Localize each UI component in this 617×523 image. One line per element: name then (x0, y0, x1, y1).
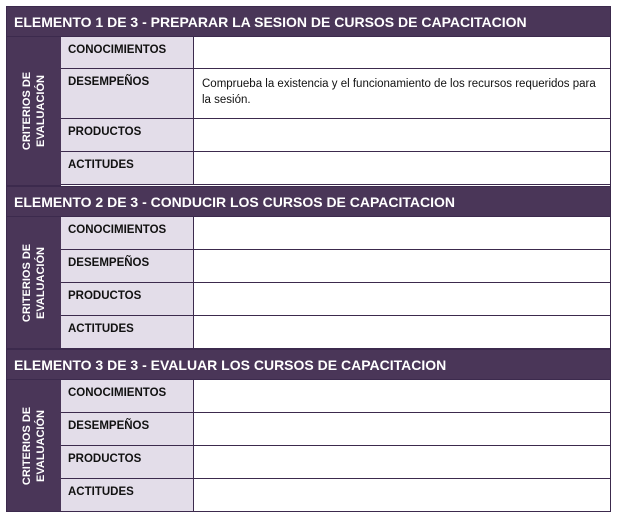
row-value (194, 479, 610, 511)
criteria-row-desempenos (61, 413, 610, 446)
row-value (194, 152, 610, 184)
criteria-row-desempenos (61, 69, 610, 119)
criteria-row-conocimientos (61, 217, 610, 250)
row-label: DESEMPEÑOS (61, 250, 194, 282)
criteria-side-label (7, 217, 61, 349)
criteria-row-conocimientos (61, 37, 610, 69)
row-label: CONOCIMIENTOS (61, 37, 194, 68)
row-value: Comprueba la existencia y el funcionamiento de los recursos requeridos para la sesión. (194, 69, 610, 118)
element-section-1 (7, 6, 610, 186)
element-section-2 (7, 186, 610, 349)
criteria-row-productos (61, 283, 610, 316)
element-title: ELEMENTO 1 DE 3 - PREPARAR LA SESION DE CURSOS DE CAPACITACION (7, 6, 610, 37)
row-label: CONOCIMIENTOS (61, 217, 194, 249)
criteria-row-productos (61, 119, 610, 152)
row-value (194, 446, 610, 478)
side-label-line1: CRITERIOS DE (21, 71, 33, 151)
row-label: PRODUCTOS (61, 446, 194, 478)
row-value (194, 217, 610, 249)
criteria-row-actitudes (61, 479, 610, 512)
element-title: ELEMENTO 3 DE 3 - EVALUAR LOS CURSOS DE CAPACITACION (7, 349, 610, 380)
side-label-line1: CRITERIOS DE (21, 243, 33, 322)
criteria-row-actitudes (61, 316, 610, 349)
side-label-line1: CRITERIOS DE (21, 406, 33, 485)
criteria-side-label (7, 37, 61, 186)
evaluation-criteria-table (6, 6, 611, 512)
criteria-row-productos (61, 446, 610, 479)
row-label: ACTITUDES (61, 479, 194, 511)
row-value (194, 316, 610, 348)
row-label: ACTITUDES (61, 152, 194, 184)
side-label-line2: EVALUACIÓN (35, 409, 47, 482)
criteria-row-actitudes (61, 152, 610, 185)
row-value (194, 413, 610, 445)
row-value (194, 283, 610, 315)
row-label: DESEMPEÑOS (61, 69, 194, 118)
row-label: PRODUCTOS (61, 119, 194, 151)
criteria-row-desempenos (61, 250, 610, 283)
side-label-line2: EVALUACIÓN (35, 75, 47, 147)
row-value (194, 37, 610, 68)
row-value (194, 250, 610, 282)
criteria-row-conocimientos (61, 380, 610, 413)
row-value (194, 119, 610, 151)
criteria-side-label (7, 380, 61, 512)
side-label-line2: EVALUACIÓN (35, 246, 47, 319)
row-value (194, 380, 610, 412)
row-label: CONOCIMIENTOS (61, 380, 194, 412)
element-title: ELEMENTO 2 DE 3 - CONDUCIR LOS CURSOS DE CAPACITACION (7, 186, 610, 217)
row-label: ACTITUDES (61, 316, 194, 348)
row-label: PRODUCTOS (61, 283, 194, 315)
element-section-3 (7, 349, 610, 512)
row-label: DESEMPEÑOS (61, 413, 194, 445)
